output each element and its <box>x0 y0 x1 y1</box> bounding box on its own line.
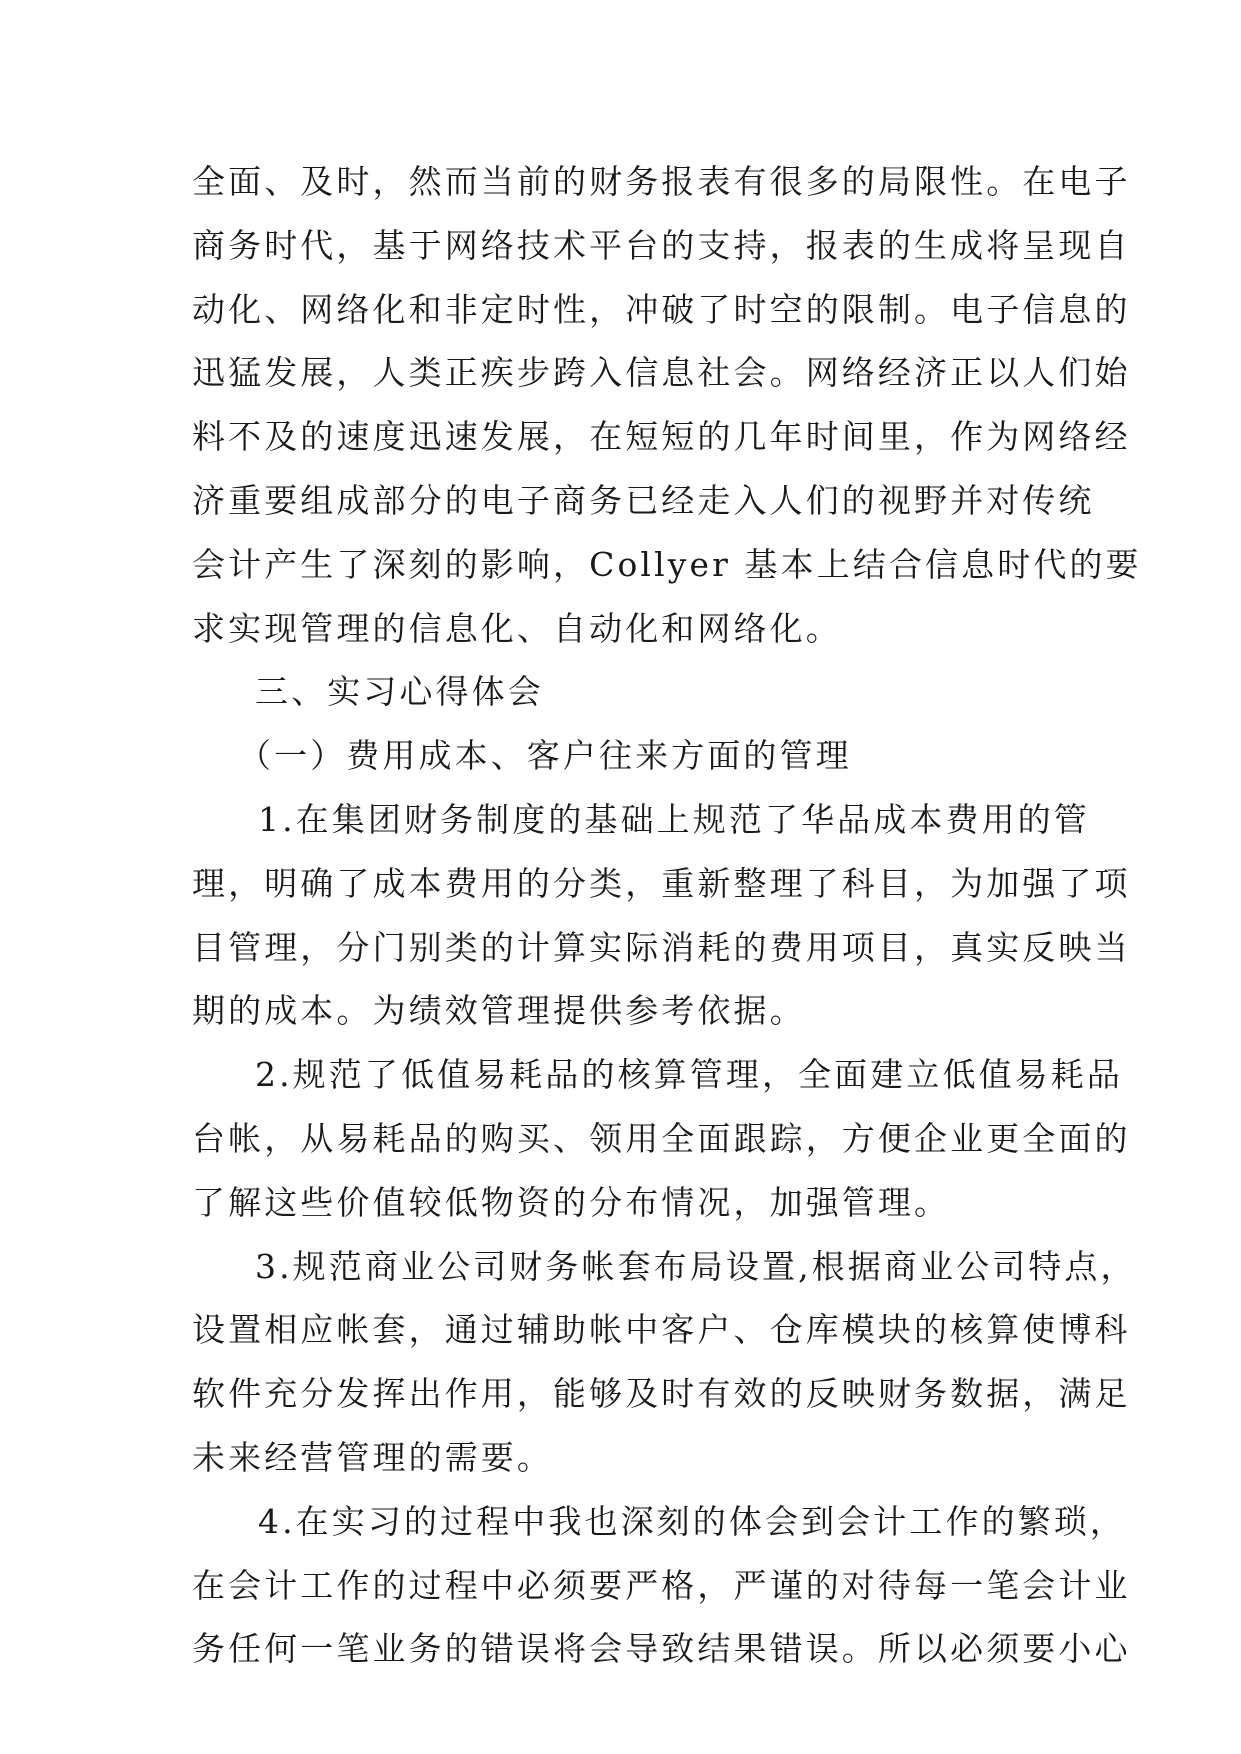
list-item-2-line: 2.规范了低值易耗品的核算管理，全面建立低值易耗品 <box>255 1055 1123 1095</box>
text-line: 济重要组成部分的电子商务已经走入人们的视野并对传统 <box>192 480 1095 520</box>
text-line: 料不及的速度迅速发展，在短短的几年时间里，作为网络经 <box>192 417 1131 457</box>
list-item-3-line: 3.规范商业公司财务帐套布局设置,根据商业公司特点， <box>255 1246 1137 1286</box>
text-line: 未来经营管理的需要。 <box>192 1437 553 1477</box>
text-line: 迅猛发展，人类正疾步跨入信息社会。网络经济正以人们始 <box>192 353 1131 393</box>
text-line: 动化、网络化和非定时性，冲破了时空的限制。电子信息的 <box>192 289 1131 329</box>
document-body <box>192 150 1142 1681</box>
text-line: 会计产生了深刻的影响，Collyer 基本上结合信息时代的要 <box>192 544 1142 584</box>
list-item-4-line: 4.在实习的过程中我也深刻的体会到会计工作的繁琐， <box>258 1501 1126 1541</box>
subsection-heading: （一）费用成本、客户往来方面的管理 <box>238 736 852 776</box>
list-item-1-line: 1.在集团财务制度的基础上规范了华品成本费用的管 <box>258 799 1090 839</box>
section-heading: 三、实习心得体会 <box>255 672 544 712</box>
text-line: 期的成本。为绩效管理提供参考依据。 <box>192 991 806 1031</box>
text-line: 商务时代，基于网络技术平台的支持，报表的生成将呈现自 <box>192 225 1131 265</box>
text-line: 在会计工作的过程中必须要严格，严谨的对待每一笔会计业 <box>192 1565 1131 1605</box>
text-line: 全面、及时，然而当前的财务报表有很多的局限性。在电子 <box>192 162 1131 201</box>
text-line: 务任何一笔业务的错误将会导致结果错误。所以必须要小心 <box>192 1629 1131 1669</box>
text-line: 目管理，分门别类的计算实际消耗的费用项目，真实反映当 <box>192 927 1131 967</box>
text-line: 台帐，从易耗品的购买、领用全面跟踪，方便企业更全面的 <box>192 1118 1131 1158</box>
text-line: 软件充分发挥出作用，能够及时有效的反映财务数据，满足 <box>192 1374 1131 1414</box>
text-line: 理，明确了成本费用的分类，重新整理了科目，为加强了项 <box>192 863 1131 903</box>
text-line: 了解这些价值较低物资的分布情况，加强管理。 <box>192 1182 951 1222</box>
text-line: 求实现管理的信息化、自动化和网络化。 <box>192 608 842 648</box>
text-line: 设置相应帐套，通过辅助帐中客户、仓库模块的核算使博科 <box>192 1310 1131 1350</box>
